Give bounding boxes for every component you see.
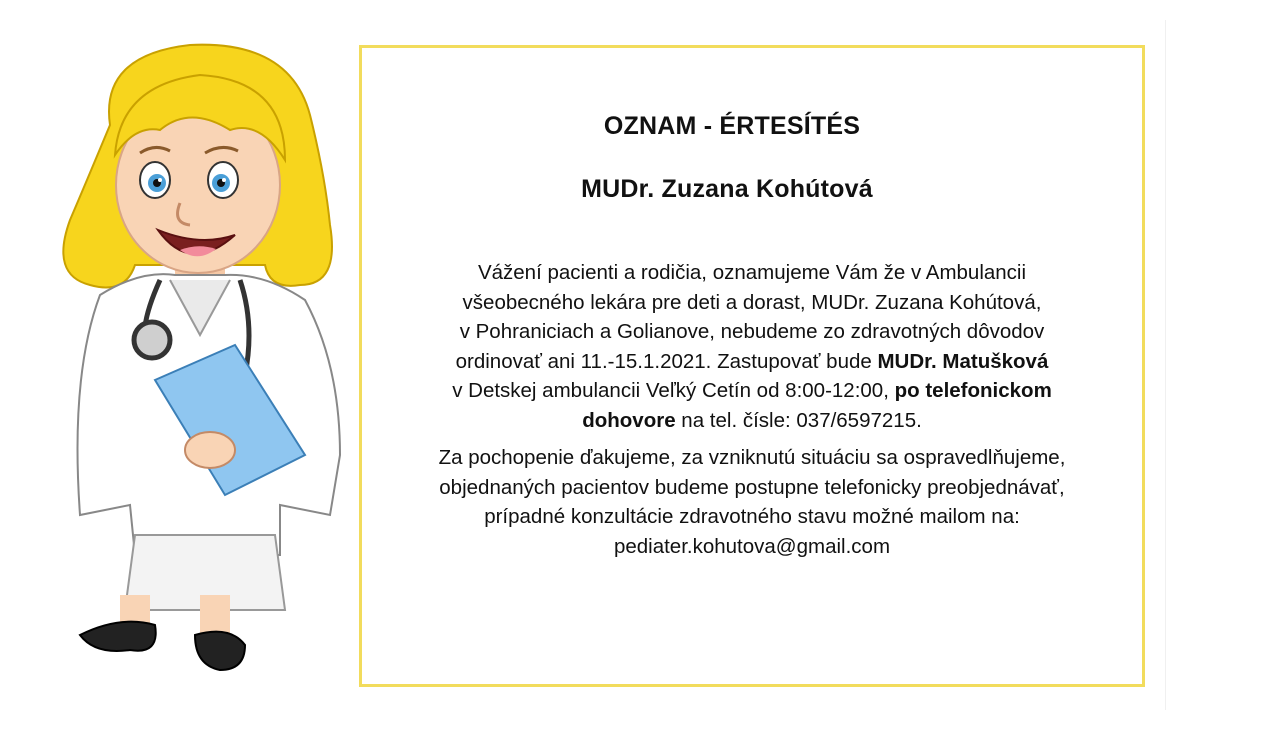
doctor-name: MUDr. Zuzana Kohútová (581, 175, 873, 203)
paragraph2-line2: objednaných pacientov budeme postupne telefonicky preobjednávať, (439, 475, 1065, 499)
paragraph1-line3: v Pohraniciach a Golianove, nebudeme zo zdravotných dôvodov (459, 320, 1045, 343)
notice-body (362, 258, 1142, 561)
page-edge-line (1165, 20, 1166, 710)
paragraph2-line1: Za pochopenie ďakujeme, za vzniknutú situáciu sa ospravedlňujeme, (438, 446, 1066, 469)
arrangement-bold: dohovore (582, 408, 676, 432)
phone-number-text: na tel. čísle: 037/6597215. (675, 408, 922, 432)
contact-email: pediater.kohutova@gmail.com (613, 534, 891, 558)
paragraph1-line6 (362, 406, 1142, 436)
notice-frame (359, 45, 1145, 687)
notice-title: OZNAM - ÉRTESÍTÉS (603, 112, 861, 140)
paragraph1-line5-text: v Detskej ambulancii Veľký Cetín od 8:00-12:00, (452, 379, 895, 402)
phone-arrangement-bold: po telefonickom (894, 379, 1052, 402)
paragraph1-line2: všeobecného lekára pre deti a dorast, MUDr. Zuzana Kohútová, (462, 290, 1042, 314)
paragraph1-line4 (362, 347, 1142, 377)
paragraph2-line3: prípadné konzultácie zdravotného stavu možné mailom na: (484, 505, 1020, 528)
paragraph1-line4-text: ordinovať ani 11.-15.1.2021. Zastupovať bude (455, 349, 878, 373)
paragraph1-line5 (362, 376, 1142, 406)
doctor-cartoon-icon (40, 35, 360, 685)
substitute-doctor: MUDr. Matušková (877, 349, 1049, 373)
paragraph1-line1: Vážení pacienti a rodičia, oznamujeme Vám že v Ambulancii (477, 261, 1027, 284)
